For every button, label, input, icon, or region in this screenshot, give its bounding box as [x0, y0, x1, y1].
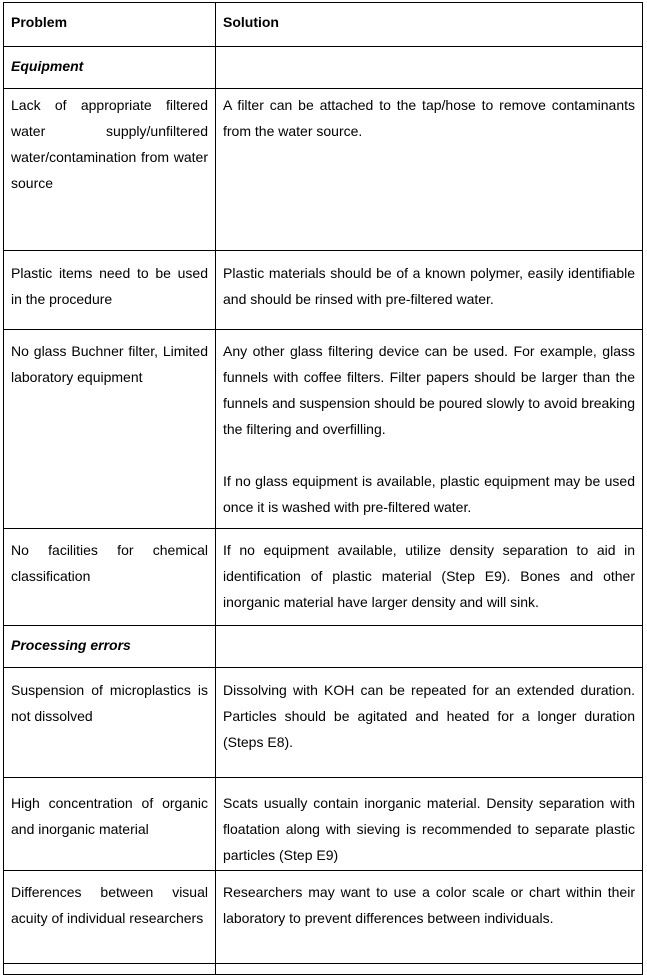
table-row [4, 871, 643, 964]
section-title-equipment: Equipment [11, 58, 84, 74]
solution-cell [216, 330, 643, 529]
solution-cell [216, 89, 643, 251]
solution-paragraph: Any other glass filtering device can be used. For example, glass funnels with coffee filters. Filter papers should be larger than the funnels and suspension should be poured slowly to avoid breaking the filtering and overfilling. [223, 343, 635, 437]
table-row [4, 251, 643, 330]
problem-cell: Differences between visual acuity of individual researchers [4, 871, 216, 964]
section-title-processing-errors: Processing errors [11, 637, 131, 653]
section-row-processing-errors [4, 626, 643, 668]
section-title-cell [4, 47, 216, 89]
problem-cell: Plastic items need to be used in the procedure [4, 251, 216, 330]
solution-cell [216, 778, 643, 871]
table-header-row [4, 3, 643, 47]
empty-cell [216, 964, 643, 975]
table-row [4, 330, 643, 529]
solution-column-header: Solution [216, 3, 643, 47]
solution-cell [216, 529, 643, 626]
problem-column-header: Problem [4, 3, 216, 47]
problem-cell: Suspension of microplastics is not dissolved [4, 668, 216, 778]
solution-paragraph: Plastic materials should be of a known polymer, easily identifiable and should be rinsed with pre-filtered water. [223, 265, 635, 307]
table-row [4, 89, 643, 251]
solution-cell [216, 251, 643, 330]
problem-cell: No glass Buchner filter, Limited laboratory equipment [4, 330, 216, 529]
solution-paragraph: Dissolving with KOH can be repeated for an extended duration. Particles should be agitated and heated for a longer duration (Steps E8). [223, 682, 635, 750]
solution-cell [216, 871, 643, 964]
section-row-equipment [4, 47, 643, 89]
problem-cell: No facilities for chemical classification [4, 529, 216, 626]
table-row [4, 778, 643, 871]
solution-paragraph: If no glass equipment is available, plastic equipment may be used once it is washed with pre-filtered water. [223, 473, 635, 515]
solution-cell [216, 668, 643, 778]
problem-cell: High concentration of organic and inorganic material [4, 778, 216, 871]
troubleshooting-table [3, 2, 643, 975]
section-empty-cell [216, 47, 643, 89]
problem-cell: Lack of appropriate filtered water supply/unfiltered water/contamination from water source [4, 89, 216, 251]
section-title-cell [4, 626, 216, 668]
table-row-cutoff [4, 964, 643, 975]
solution-paragraph: Researchers may want to use a color scale or chart within their laboratory to prevent differences between individuals. [223, 884, 635, 926]
section-empty-cell [216, 626, 643, 668]
solution-paragraph: Scats usually contain inorganic material. Density separation with floatation along with sieving is recommended to separate plastic particles (Step E9) [223, 795, 635, 863]
solution-paragraph: A filter can be attached to the tap/hose to remove contaminants from the water source. [223, 97, 635, 139]
solution-paragraph: If no equipment available, utilize density separation to aid in identification of plastic material (Step E9). Bones and other inorganic material have larger density and will sink. [223, 542, 635, 610]
table-row [4, 668, 643, 778]
table-row [4, 529, 643, 626]
empty-cell [4, 964, 216, 975]
